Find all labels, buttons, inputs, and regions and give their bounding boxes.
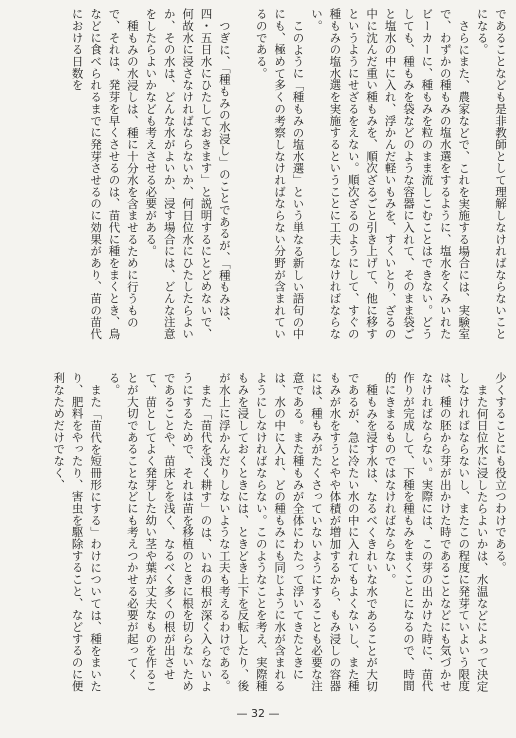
page-number: — 32 — bbox=[236, 707, 280, 720]
upper-text-block bbox=[70, 8, 510, 350]
paragraph: さらにまた、農家などで、これを実施する場合には、実験室で、わずかの種もみの塩水選をするように、塩水をくみいれたビーカーに、種もみを粒のまま流しこむことはできない。どうしても、種もみを袋などのような容器に入れて、そのまま袋ごと塩水の中に入れ、浮かんだ軽いもみを、すくいとり、ざるの中に沈んだ重い種もみを、順次ざるごと引き上げて、他に移すというようにせざるをえない。順次ざるのようにして、すぐの種もみの塩水選を実施するということに工夫しなければならない。 bbox=[309, 8, 472, 340]
paragraph: また何日位水に浸したらよいかは、水温などによって決定しなければならないし、またこの程度に発芽ていよいう限度は、種の胚から芽が出かけた時であることなどにも気づかせなければならない。実際には、この芽の出かけた時に、苗代作りが完成して、下種を種もみをまくことになるので、時間的にきまるものではなければならない。 bbox=[383, 372, 490, 692]
paragraph: つぎに、「種もみの水浸し」のことであるが、「種もみは、四・五日水にひたしておきます」と説明するにとどめないで、何故水に浸さなければならないか、何日位水にひたしたらよいか、その水は、どんな水がよいか、浸す場合には、どんな注意をしたらよいかなども考えさせる必要がある。 bbox=[144, 8, 232, 340]
paragraph: このように「種もみの塩水選」という単なる新しい語句の中にも、極めて多くの考察しなければならない分野が含まれているのである。 bbox=[254, 8, 306, 340]
blank-line bbox=[234, 8, 252, 350]
lower-text-block bbox=[52, 372, 510, 702]
paragraph: また「苗代を短冊形にする」わけについては、種をまいたり、肥料をやったり、害虫を駆除すること、などするのに便利なためだけでなく、 bbox=[52, 372, 104, 692]
paragraph: 少くすることにも役立つわけである。 bbox=[494, 372, 508, 574]
paragraph: 種もみを浸す水は、なるべくきれいな水であることが大切であるが、急に冷たい水の中に入れてもよくないし、また種もみが水をすうとやや体積が増加するから、もみ浸しの容器には、種もみがたくさっていないようにすることも必要な注意である。また種もみが全体にわたって浮いてきたときには、水の中に入れ、どの種もみにも同じように水が含まれるようにしなければならない。このようなことを考え、実際種もみを浸しておくときには、ときどき上下を反転したり、後が水上に浮かんだりしないような工夫も考えるわけである。 bbox=[217, 372, 380, 692]
paragraph: 種もみの水浸しは、種に十分水を含ませるために行うもので、それは、発芽を早くさせるのは、苗代に種をまくとき、鳥などに食べられるまでに発芽させるのに効果があり、苗の苗代における日数を bbox=[70, 8, 140, 340]
paragraph: また「苗代を浅く耕す」のは、いねの根が深く入らないようにするためで、それは苗を移植のときに根を切らないためであることや、苗床とを浅く、なるべく多くの根が出させて、苗としてよく発芽した幼い茎や葉が丈夫なものを作ることが大切であることなどにも考えつかせる必要が起ってくる。 bbox=[107, 372, 214, 692]
paragraph: であることなども是非教師として理解しなければならないことになる。 bbox=[475, 8, 508, 340]
